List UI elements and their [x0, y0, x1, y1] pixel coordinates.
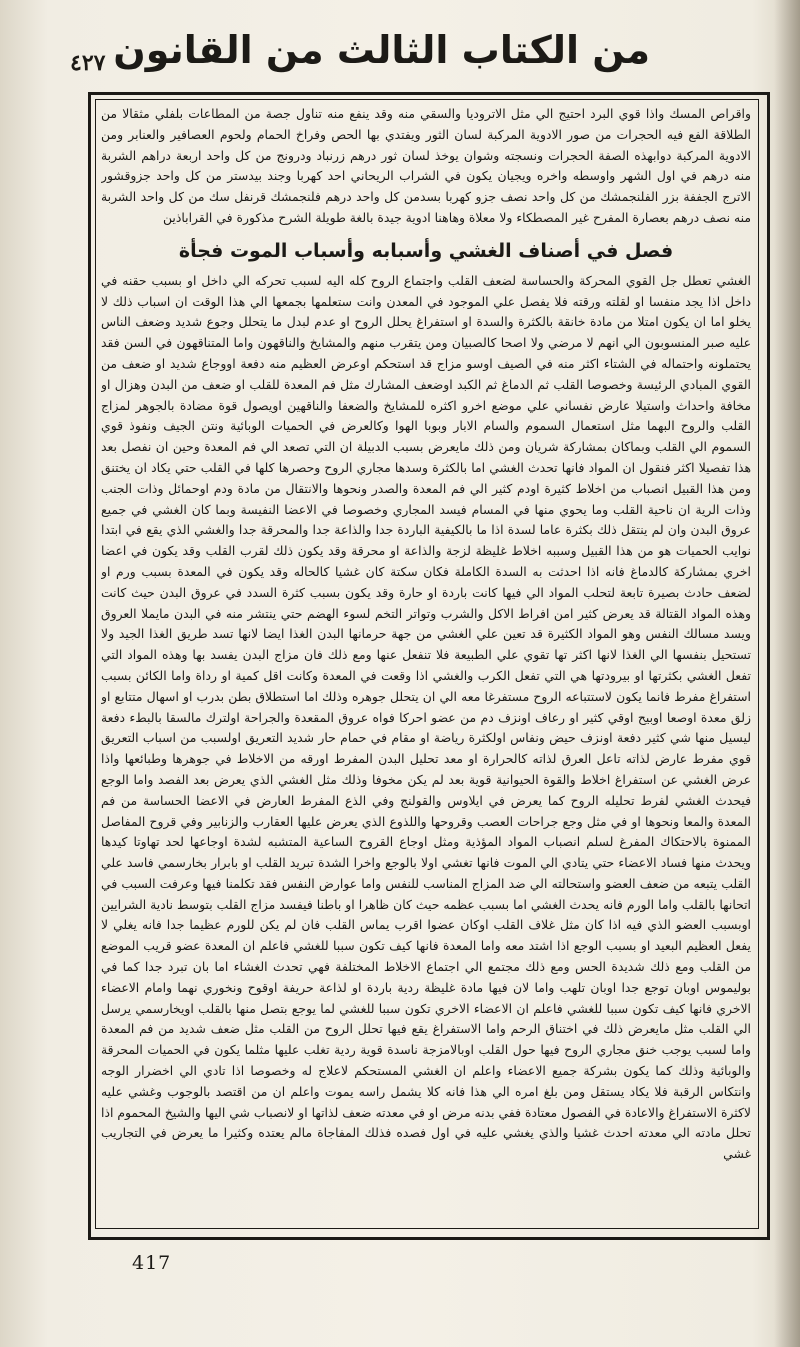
binding-shadow: [774, 0, 800, 1347]
page-number-top: ٤٢٧: [70, 50, 106, 76]
running-title: من الكتاب الثالث من القانون: [113, 28, 650, 72]
page-number-bottom: 417: [132, 1252, 172, 1274]
section-heading: فصل في أصناف الغشي وأسبابه وأسباب الموت فجأة: [178, 239, 674, 262]
text-block: [101, 104, 751, 1222]
paragraph-1: واقراص المسك واذا قوي البرد احتيج الي مثل الاتروديا والسقي منه وقد ينفع منه تناول جصة من المطاعات بلفلي مثقالا من الطلاقة الفع فيه الحجرات من صور الادوية المركبة لسان الثور ويفتدي بها الحص وفراخ الحمام ولحوم العصافير والعنابر ومن الادوية المركبة دوابهذه الصفة الحجرات ونسجته وشوان يوخذ لسان ثور درهم زرنباد ودرونج من كل واحد اربعة دراهم الشربة منه درهم في اول الشهر واوسطه واخره ويجيان يكون في الشراب الريحاني احد كهربا وجند بيدستر من كل واحد جزوقشور الاترج الجففة بزر الفلنجمشك من كل واحد نصف جزو كهربا بسدمن كل واحد درهم فلنجمشك قرنفل سك من كل واحد الشربة منه نصف درهم بعصارة المفرح غير المصطكاء ولا معلاة وهاهنا ادوية جيدة بالغة طويلة الشرح مذكورة في القراباذين: [101, 106, 751, 225]
paragraph-2: الغشي تعطل جل القوي المحركة والحساسة لضعف القلب واجتماع الروح كله اليه لسبب تحركه الي داخل او بسبب حقنه في داخل اذا يجد منفسا او لقلته ورقته فلا يفصل علي الموجود في المعدن وانت ستعلمها بجمعها الي هذا الوقت ان اسباب ذلك لا يخلو اما ان يكون امتلا من مادة خانقة بالكثرة والسدة او استفراغ يحلل الروح او عدم لبدل ما يتحلل وجوع شديد وضعف الناس عليه صبر المنسوبون الي انهم لا مرضي ولا اصحا كالصبيان ومن يتقرب منهم والمشايخ والناقهون واما المتناقهون في السن فقد يحتملونه واحتماله في الشتاء اكثر منه في الصيف اوسو مزاج قد استحكم اوعرض العظيم منه دفعة اووجاع شديد او ضعف من القوي المبادي الرئيسة وخصوصا القلب ثم الدماغ ثم الكبد اوضعف المشارك مثل فم المعدة للقلب او ضعف من البدن وهزال او مخافة واحداث واستيلا عارض نفساني علي موضع اخرو اكثره للمشايخ والضعفا والناقهين اويصول قوة مضادة بالجوهر لمزاج القلب والروح البهما مثل استعمال السموم والسام الابار وبوبا الهوا وكالعرض في الحميات الوبائية ونتن الجيف ونفوذ قوي السموم الي القلب وبماكان بمشاركة شريان ومن ذلك مايعرض بسبب الدبيلة ان التي تصعد الي فم المعدة وحين ان نفصل بعد هذا تفصيلا اكثر فنقول ان المواد فانها تحدث الغشي اما بالكثرة وسدها مجاري الروح وحصرها كلها في القلب حتي يكاد ان يختنق ومن هذا القبيل انصباب من اخلاط كثيرة اودم كثير الي فم المعدة والصدر ونحوها والانتقال من مادة ودم اوحمائل وذات الجنب وذات الرية ان ناحية القلب وما يحوي منها في المسام فيسد المجاري وخصوصا في الاعضا النفيسة وبما كان الغشي في جميع عروق البدن وان لم ينتقل ذلك بكثرة عاما لسدة اذا ما بالكيفية الباردة جدا والذاعة جدا والمحرقة جدا والغشي الذي يقع في ابتدا نوايب الحميات هو من هذا القبيل وسببه اخلاط غليظة لزجة والذاعة او محرقة وقد يكون ذلك لقرب القلب وقد يكون في اعضا اخري بمشاركة كالدماغ فانه اذا احدثت به السدة الكاملة فكان سكتة كان غشيا كالحاله وقد يكون في المعدة بسبب ورم او لضعف حادث بصيرة تابعة لتحلب المواد الي فيها كانت باردة او حارة وقد يكون بسبب كثرة السدد في عروق البدن حيث كانت وهذه المواد القتالة قد يعرض كثير امن افراط الاكل والشرب وتواتر التخم لسوء الهضم حتي ينتشر منه في البدن مايملا العروق ويسد مسالك النفس وهو المواد الكثيرة قد تعين علي الغشي من جهة حرمانها البدن الغذا ايضا لانها تسد طريق الغذا الجيد ولا تستحيل بنفسها الي الغذا لانها اكثر تها تقوي علي الطبيعة فلا تنفعل عنها ومع ذلك فان مزاج البدن يفسد بها وهذه المواد التي تفعل الغشي بكثرتها او بيرودتها هي التي تفعل الكرب والغشي اذا وقعت في المعدة وكانت اقل كمية او رداة واما الكائن بسبب استفراغ مفرط فانما يكون لاستتباعه الروح مستفرغا معه الي ان يتحلل جوهره وذلك اما استطلاق بطن بدرب او اسهال متتابع او زلق معدة اوصعا اوبيح اوقي كثير او رعاف اونزف دم من عضو احركا فواه عروق المقعدة والجراحة اولترك مالسقا بالبطء دفعة ليسيل منها شي كثير دفعة اونزف حيض ونفاس اولكثرة رياضة او مقام في حمام حار شديد التعريق اولسبب من اسباب التعريق قوي مفرط عارض لذاته تاعل العرق لذاته كالحرارة او معد تحليل البدن المفرط اورقه من الاخلاط في جوهرها وطبائعها واذا عرض الغشي عن استفراغ اخلاط والقوة الحيوانية قوية بعد لم يكن مخوفا وذلك مثل الغشي الذي يعرض بعد الفصد واما الوجع فيحدث الغشي لفرط تحليله الروح كما يعرض في ايلاوس والقولنج وفي الذع المفرط العارض في الاعضا الحساسة من فم المعدة والمعا ونحوها او في مثل وجع جراحات العصب وقروحها واللذوع الذي يعرض عليها العقارب والزنابير وفي قروح المفاصل الممنوة بالاحتكاك المفرغ لسلم انصباب المواد المؤذية ومثل اوجاع القروح الساعية المتشبه لشدة اوجاعها لحد تهاوتا كيدها ويحدث منها فساد الاعضاء حتي يتادي الي الموت فانها تغشي اولا بالوجع واخرا الشدة تبريد القلب او بابرار بخارسمي فاسد علي القلب يتبعه من ضعف العضو واستحالته الي ضد المزاج المناسب للنفس واما عوارض النفس فقد تكلمنا فيها وعرفت السبب في اتحانها بالقلب واما الورم فانه يحدث الغشي اما بسبب عظمه حيث كان ظاهرا او باطنا فيفسد مزاج القلب بتوسط نادية الشرايين اوبسبب العضو الذي فيه اذا كان مثل غلاف القلب اوكان عضوا اقرب يماس القلب فان لم يكن للورم عظيما جدا فانه يغلي لا يفعل العظيم البعيد او بسبب الوجع اذا اشتد معه واما المعدة فانها كيف تكون سببا للغشي فاعلم ان المعدة عضو قريب الموضع من القلب ومع ذلك شديدة الحس ومع ذلك مجتمع الي اجتماع الاخلاط المختلفة فهي تحدث الغشاء اما بان تبرد جدا كما في بوليموس اوبان توجع جدا اوبان تلهب واما لان فيها مادة غليظة ردية باردة او لذاعة حريفة اوقوح ونخوري نهما وامام الاعضاء الاخري فانها كيف تكون سببا للغشي فاعلم ان الاعضاء الاخري تكون سببا للغشي لما يوجع بتصل منها بالقلب اويخارسمي يرسل الي القلب مثل مايعرض ذلك في اختناق الرحم واما الاستفراغ يقع فيها تحلل الروح من القلب مثل ضعف شديد من فم المعدة واما لسبب يوجب خنق مجاري الروح فيها حول القلب اوبالامزجة ناسدة قوية ردية تغلب عليها مثلما يكون في الحميات المحرقة والوبائية وذلك كما يكون بشركة جميع الاعضاء واعلم ان الغشي المستحكم لاعلاج له وخصوصا اذا تادي الي اخضرار الوجه وانتكاس الرقبة فلا يكاد يستقل ومن بلغ امره الي هذا فانه كلا يشمل راسه يموت واعلم ان من اقتصد بالوجوب وغشي عليه لاكثرة الاستفراغ والاعادة في الفصول معتادة ففي بدنه مرض او في معدته ضعف لذاتها او لانصباب شي اليها والشيخ المحموم اذا تحلل مادته الي معدته احدث غشيا والذي يغشي عليه في اول فصده فذلك المفاجاة مالم يعتده وكثيرا ما يعرض في التجاريب غشي: [101, 272, 751, 1162]
